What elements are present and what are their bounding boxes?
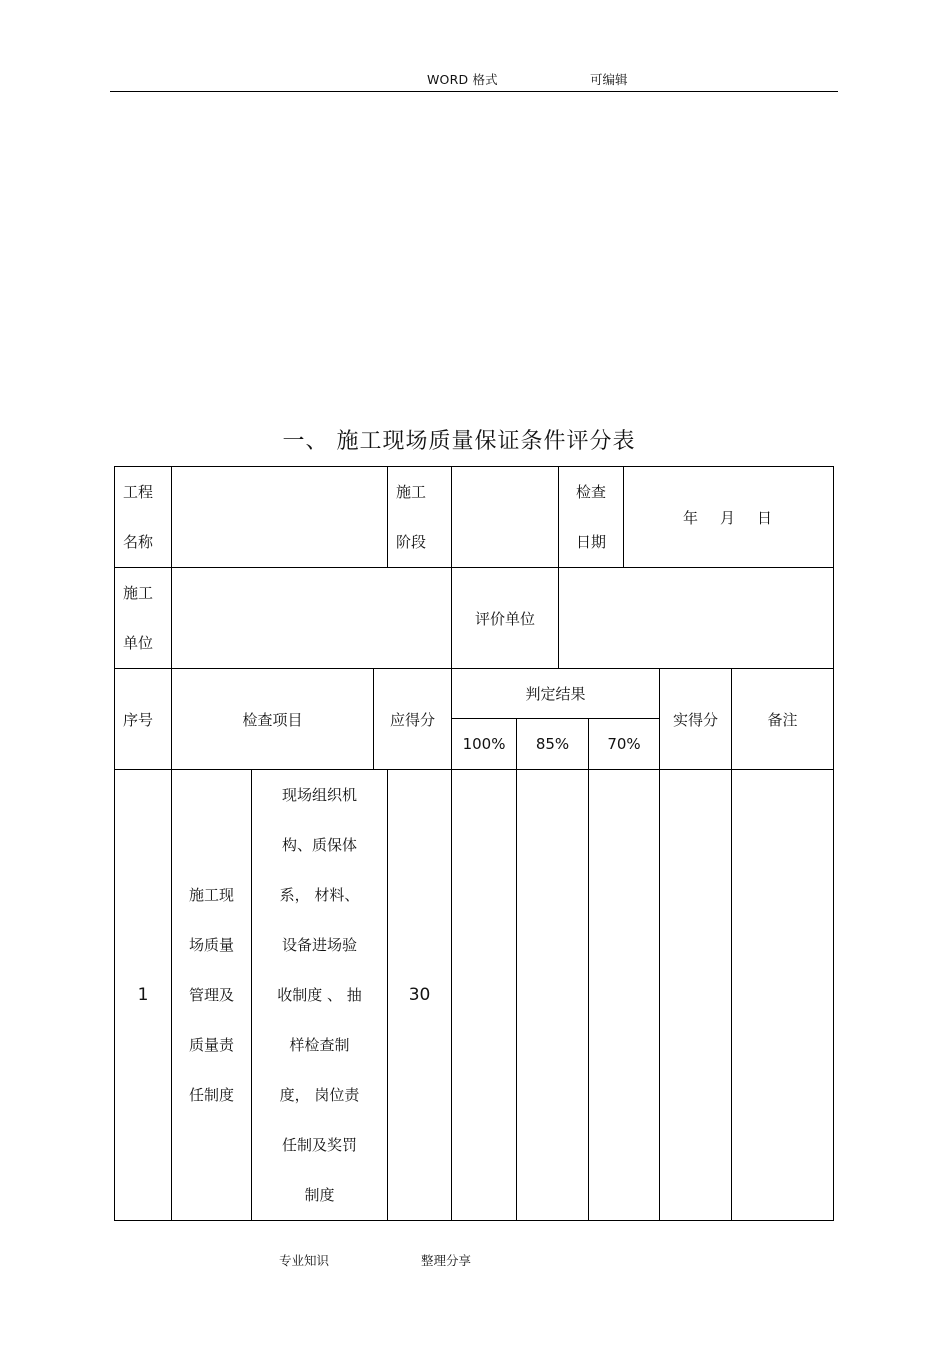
row-pct-100-cell[interactable] bbox=[452, 770, 517, 1221]
header-item: 检查项目 bbox=[172, 669, 374, 770]
row-remarks-cell[interactable] bbox=[732, 770, 834, 1221]
table-row bbox=[115, 770, 834, 1221]
eval-unit-field[interactable] bbox=[559, 568, 834, 669]
header-pct-85: 85% bbox=[517, 719, 589, 770]
check-date-label: 检查 日期 bbox=[559, 467, 624, 568]
table-row-project bbox=[115, 467, 834, 568]
table-header-row bbox=[115, 669, 834, 719]
header-judgement: 判定结果 bbox=[452, 669, 660, 719]
project-name-field[interactable] bbox=[172, 467, 388, 568]
header-due-score: 应得分 bbox=[374, 669, 452, 770]
score-table bbox=[114, 466, 834, 1221]
row-pct-70-cell[interactable] bbox=[589, 770, 660, 1221]
header-actual-score: 实得分 bbox=[660, 669, 732, 770]
header-right-text: 可编辑 bbox=[590, 72, 628, 87]
eval-unit-label: 评价单位 bbox=[452, 568, 559, 669]
header-pct-100: 100% bbox=[452, 719, 517, 770]
table-row-unit bbox=[115, 568, 834, 669]
row-score: 30 bbox=[388, 770, 452, 1221]
project-name-label: 工程 名称 bbox=[115, 467, 172, 568]
row-actual-score-cell[interactable] bbox=[660, 770, 732, 1221]
row-category: 施工现 场质量 管理及 质量责 任制度 bbox=[172, 770, 252, 1221]
page-header bbox=[0, 70, 950, 88]
footer-right-text: 整理分享 bbox=[421, 1253, 472, 1268]
row-pct-85-cell[interactable] bbox=[517, 770, 589, 1221]
footer-left-text: 专业知识 bbox=[279, 1253, 330, 1268]
page-title: 一、 施工现场质量保证条件评分表 bbox=[282, 429, 636, 454]
construction-unit-label: 施工 单位 bbox=[115, 568, 172, 669]
row-seq: 1 bbox=[115, 770, 172, 1221]
construction-unit-field[interactable] bbox=[172, 568, 452, 669]
header-remarks: 备注 bbox=[732, 669, 834, 770]
check-date-field[interactable]: 年 月 日 bbox=[624, 467, 834, 568]
stage-field[interactable] bbox=[452, 467, 559, 568]
header-rule bbox=[110, 91, 838, 92]
header-seq: 序号 bbox=[115, 669, 172, 770]
row-content: 现场组织机 构、质保体 系， 材料、 设备进场验 收制度 、 抽 样检查制 度， 岗位责 任制及奖罚 制度 bbox=[252, 770, 388, 1221]
header-left-text: WORD 格式 bbox=[427, 72, 498, 87]
stage-label: 施工 阶段 bbox=[388, 467, 452, 568]
header-pct-70: 70% bbox=[589, 719, 660, 770]
